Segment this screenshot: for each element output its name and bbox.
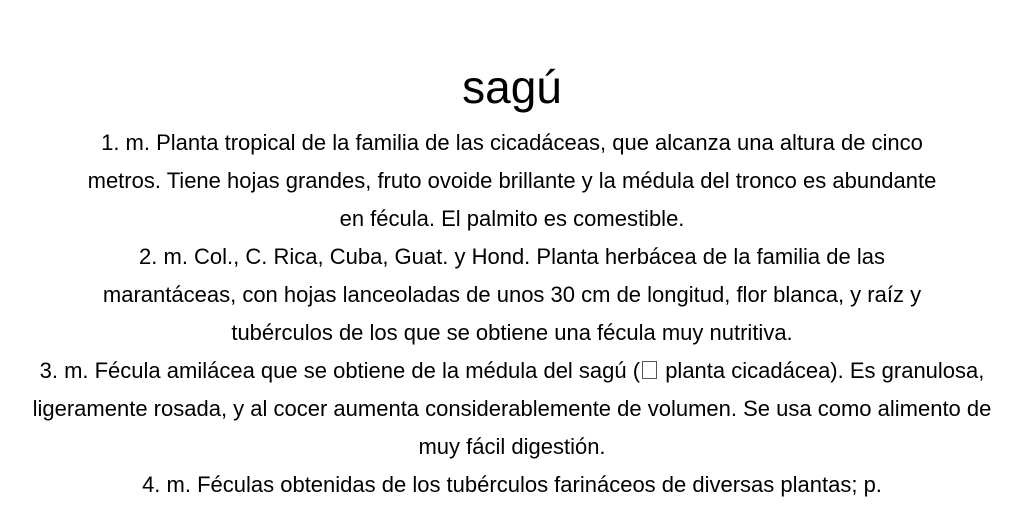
definition-3 [32,352,992,466]
definition-2: 2. m. Col., C. Rica, Cuba, Guat. y Hond. Planta herbácea de la familia de las marantáceas, con hojas lanceoladas de unos 30 cm de longitud, flor blanca, y raíz y tubérculos de los que se obtiene una fécula muy nutritiva. [102,244,922,345]
definition-3-text-before: 3. m. Fécula amilácea que se obtiene de la médula del sagú ( [39,358,641,383]
arrow-reference-icon[interactable] [642,361,657,379]
definition-1: 1. m. Planta tropical de la familia de las cicadáceas, que alcanza una altura de cinco metros. Tiene hojas grandes, fruto ovoide brillante y la médula del tronco es abundante en fécula. El palmito es comestible. [87,130,937,231]
definition-4: 4. m. Féculas obtenidas de los tubérculos farináceos de diversas plantas; p. [142,472,882,497]
headword-title: sagú [462,61,562,113]
definition-3-text-after: planta cicadácea). Es granulosa, ligeramente rosada, y al cocer aumenta considerablemente de volumen. Se usa como alimento de muy fácil digestión. [32,358,992,459]
definitions-list [32,124,992,504]
